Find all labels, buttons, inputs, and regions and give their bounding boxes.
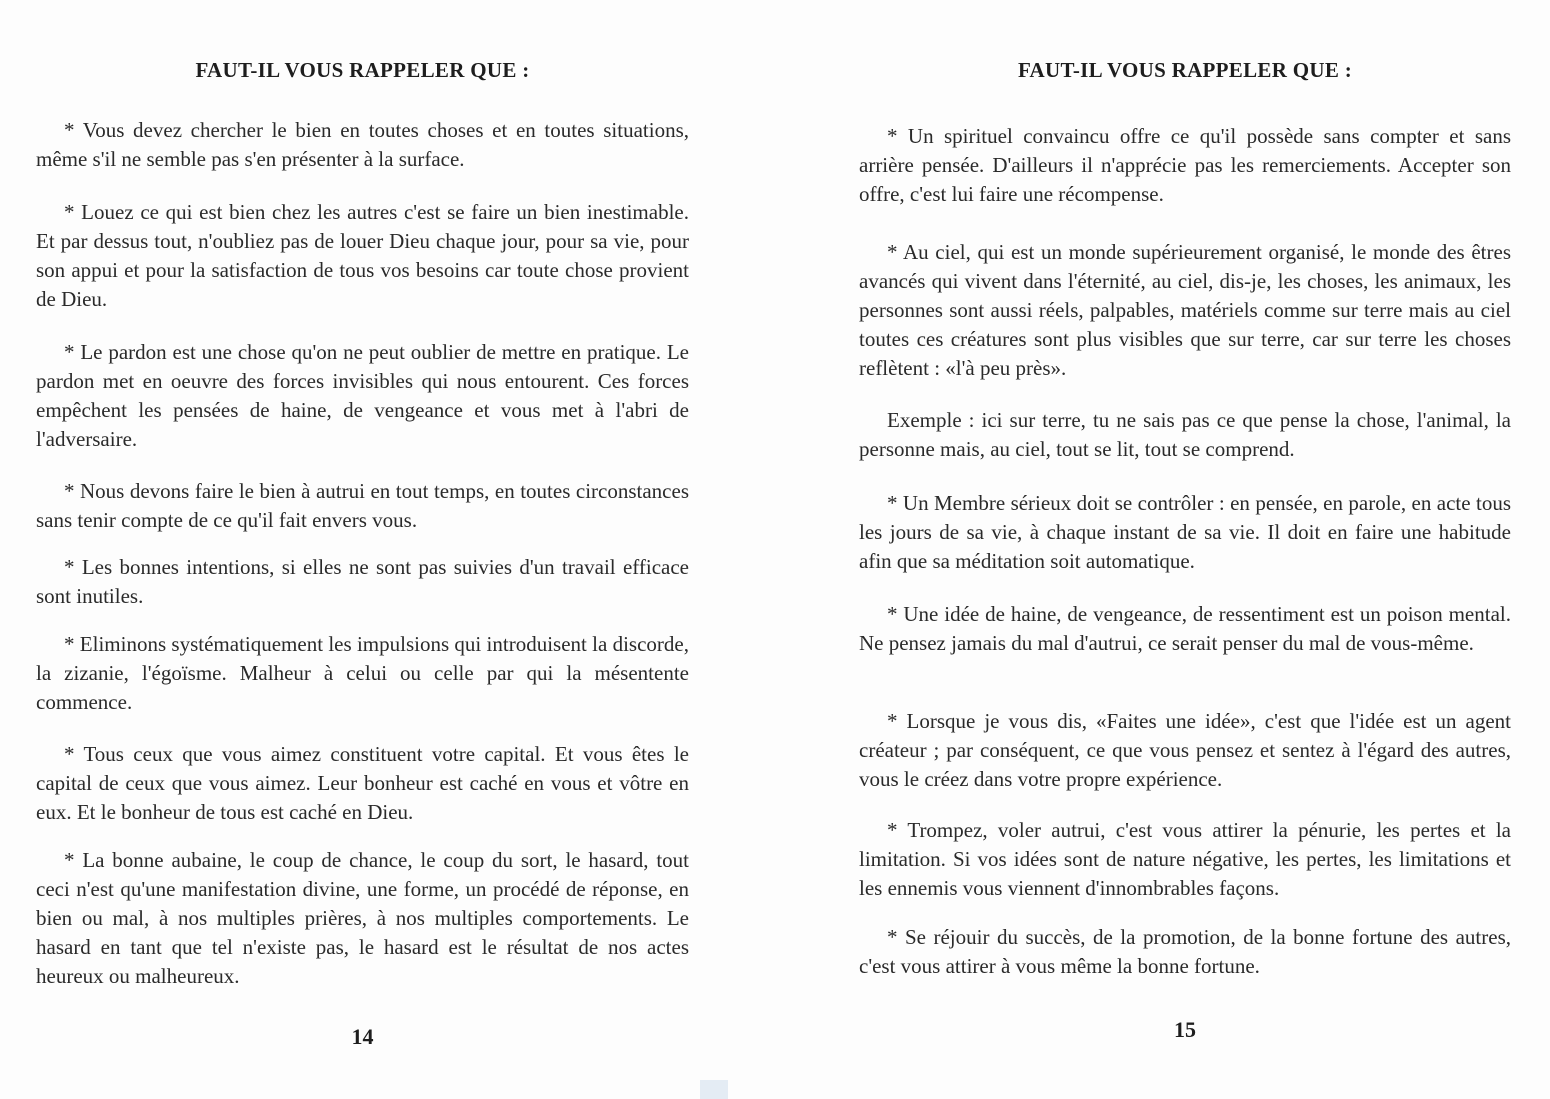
left-paragraph-2: * Louez ce qui est bien chez les autres c'est se faire un bien inestimable. Et par dessus tout, n'oubliez pas de louer Dieu chaque jour, pour sa vie, pour son appui et pour la satisfaction de tous vos besoins car toute chose provient de Dieu. [36, 200, 689, 311]
right-paragraph-6: * Lorsque je vous dis, «Faites une idée», c'est que l'idée est un agent créateur ; par conséquent, ce que vous pensez et sentez à l'égard des autres, vous le créez dans votre propre expérience. [859, 709, 1511, 791]
left-paragraph-4: * Nous devons faire le bien à autrui en tout temps, en toutes circonstances sans tenir compte de ce qu'il fait envers vous. [36, 479, 689, 532]
left-page-number: 14 [351, 1024, 374, 1049]
right-page-number: 15 [1174, 1017, 1196, 1042]
left-page [36, 0, 689, 1099]
left-paragraph-1: * Vous devez chercher le bien en toutes choses et en toutes situations, même s'il ne semble pas s'en présenter à la surface. [36, 118, 689, 171]
left-paragraph-7: * Tous ceux que vous aimez constituent votre capital. Et vous êtes le capital de ceux que vous aimez. Leur bonheur est caché en vous et vôtre en eux. Et le bonheur de tous est caché en Dieu. [36, 742, 689, 824]
right-page-title: FAUT-IL VOUS RAPPELER QUE : [1017, 58, 1352, 82]
right-paragraph-8: * Se réjouir du succès, de la promotion, de la bonne fortune des autres, c'est vous attirer à vous même la bonne fortune. [859, 925, 1511, 978]
left-paragraph-6: * Eliminons systématiquement les impulsions qui introduisent la discorde, la zizanie, l'égoïsme. Malheur à celui ou celle par qui la mésentente commence. [36, 632, 689, 714]
left-paragraph-8: * La bonne aubaine, le coup de chance, le coup du sort, le hasard, tout ceci n'est qu'une manifestation divine, une forme, un procédé de réponse, en bien ou mal, à nos multiples prières, à nos multiples comportements. Le hasard en tant que tel n'existe pas, le hasard est le résultat de nos actes heureux ou malheureux. [36, 848, 689, 988]
right-paragraph-5: * Une idée de haine, de vengeance, de ressentiment est un poison mental. Ne pensez jamais du mal d'autrui, ce serait penser du mal de vous-même. [859, 602, 1511, 655]
right-page [859, 0, 1511, 1099]
left-paragraph-3: * Le pardon est une chose qu'on ne peut oublier de mettre en pratique. Le pardon met en oeuvre des forces invisibles qui nous entourent. Ces forces empêchent les pensées de haine, de vengeance et vous met à l'abri de l'adversaire. [36, 340, 689, 451]
left-paragraph-5: * Les bonnes intentions, si elles ne sont pas suivies d'un travail efficace sont inutiles. [36, 555, 689, 608]
left-page-title: FAUT-IL VOUS RAPPELER QUE : [195, 58, 530, 82]
right-paragraph-3: Exemple : ici sur terre, tu ne sais pas ce que pense la chose, l'animal, la personne mais, au ciel, tout se lit, tout se comprend. [859, 408, 1511, 461]
right-paragraph-4: * Un Membre sérieux doit se contrôler : en pensée, en parole, en acte tous les jours de sa vie, à chaque instant de sa vie. Il doit en faire une habitude afin que sa méditation soit automatique. [859, 491, 1511, 573]
right-paragraph-1: * Un spirituel convaincu offre ce qu'il possède sans compter et sans arrière pensée. D'ailleurs il n'apprécie pas les remerciements. Accepter son offre, c'est lui faire une récompense. [859, 124, 1511, 206]
right-paragraph-7: * Trompez, voler autrui, c'est vous attirer la pénurie, les pertes et la limitation. Si vos idées sont de nature négative, les pertes, les limitations et les ennemis vous viennent d'innombrables façons. [859, 818, 1511, 900]
book-gutter [700, 1080, 728, 1099]
right-paragraph-2: * Au ciel, qui est un monde supérieurement organisé, le monde des êtres avancés qui vivent dans l'éternité, au ciel, dis-je, les choses, les animaux, les personnes sont aussi réels, palpables, matériels comme sur terre mais au ciel toutes ces créatures sont plus visibles que sur terre, car sur terre les choses reflètent : «l'à peu près». [859, 240, 1511, 380]
